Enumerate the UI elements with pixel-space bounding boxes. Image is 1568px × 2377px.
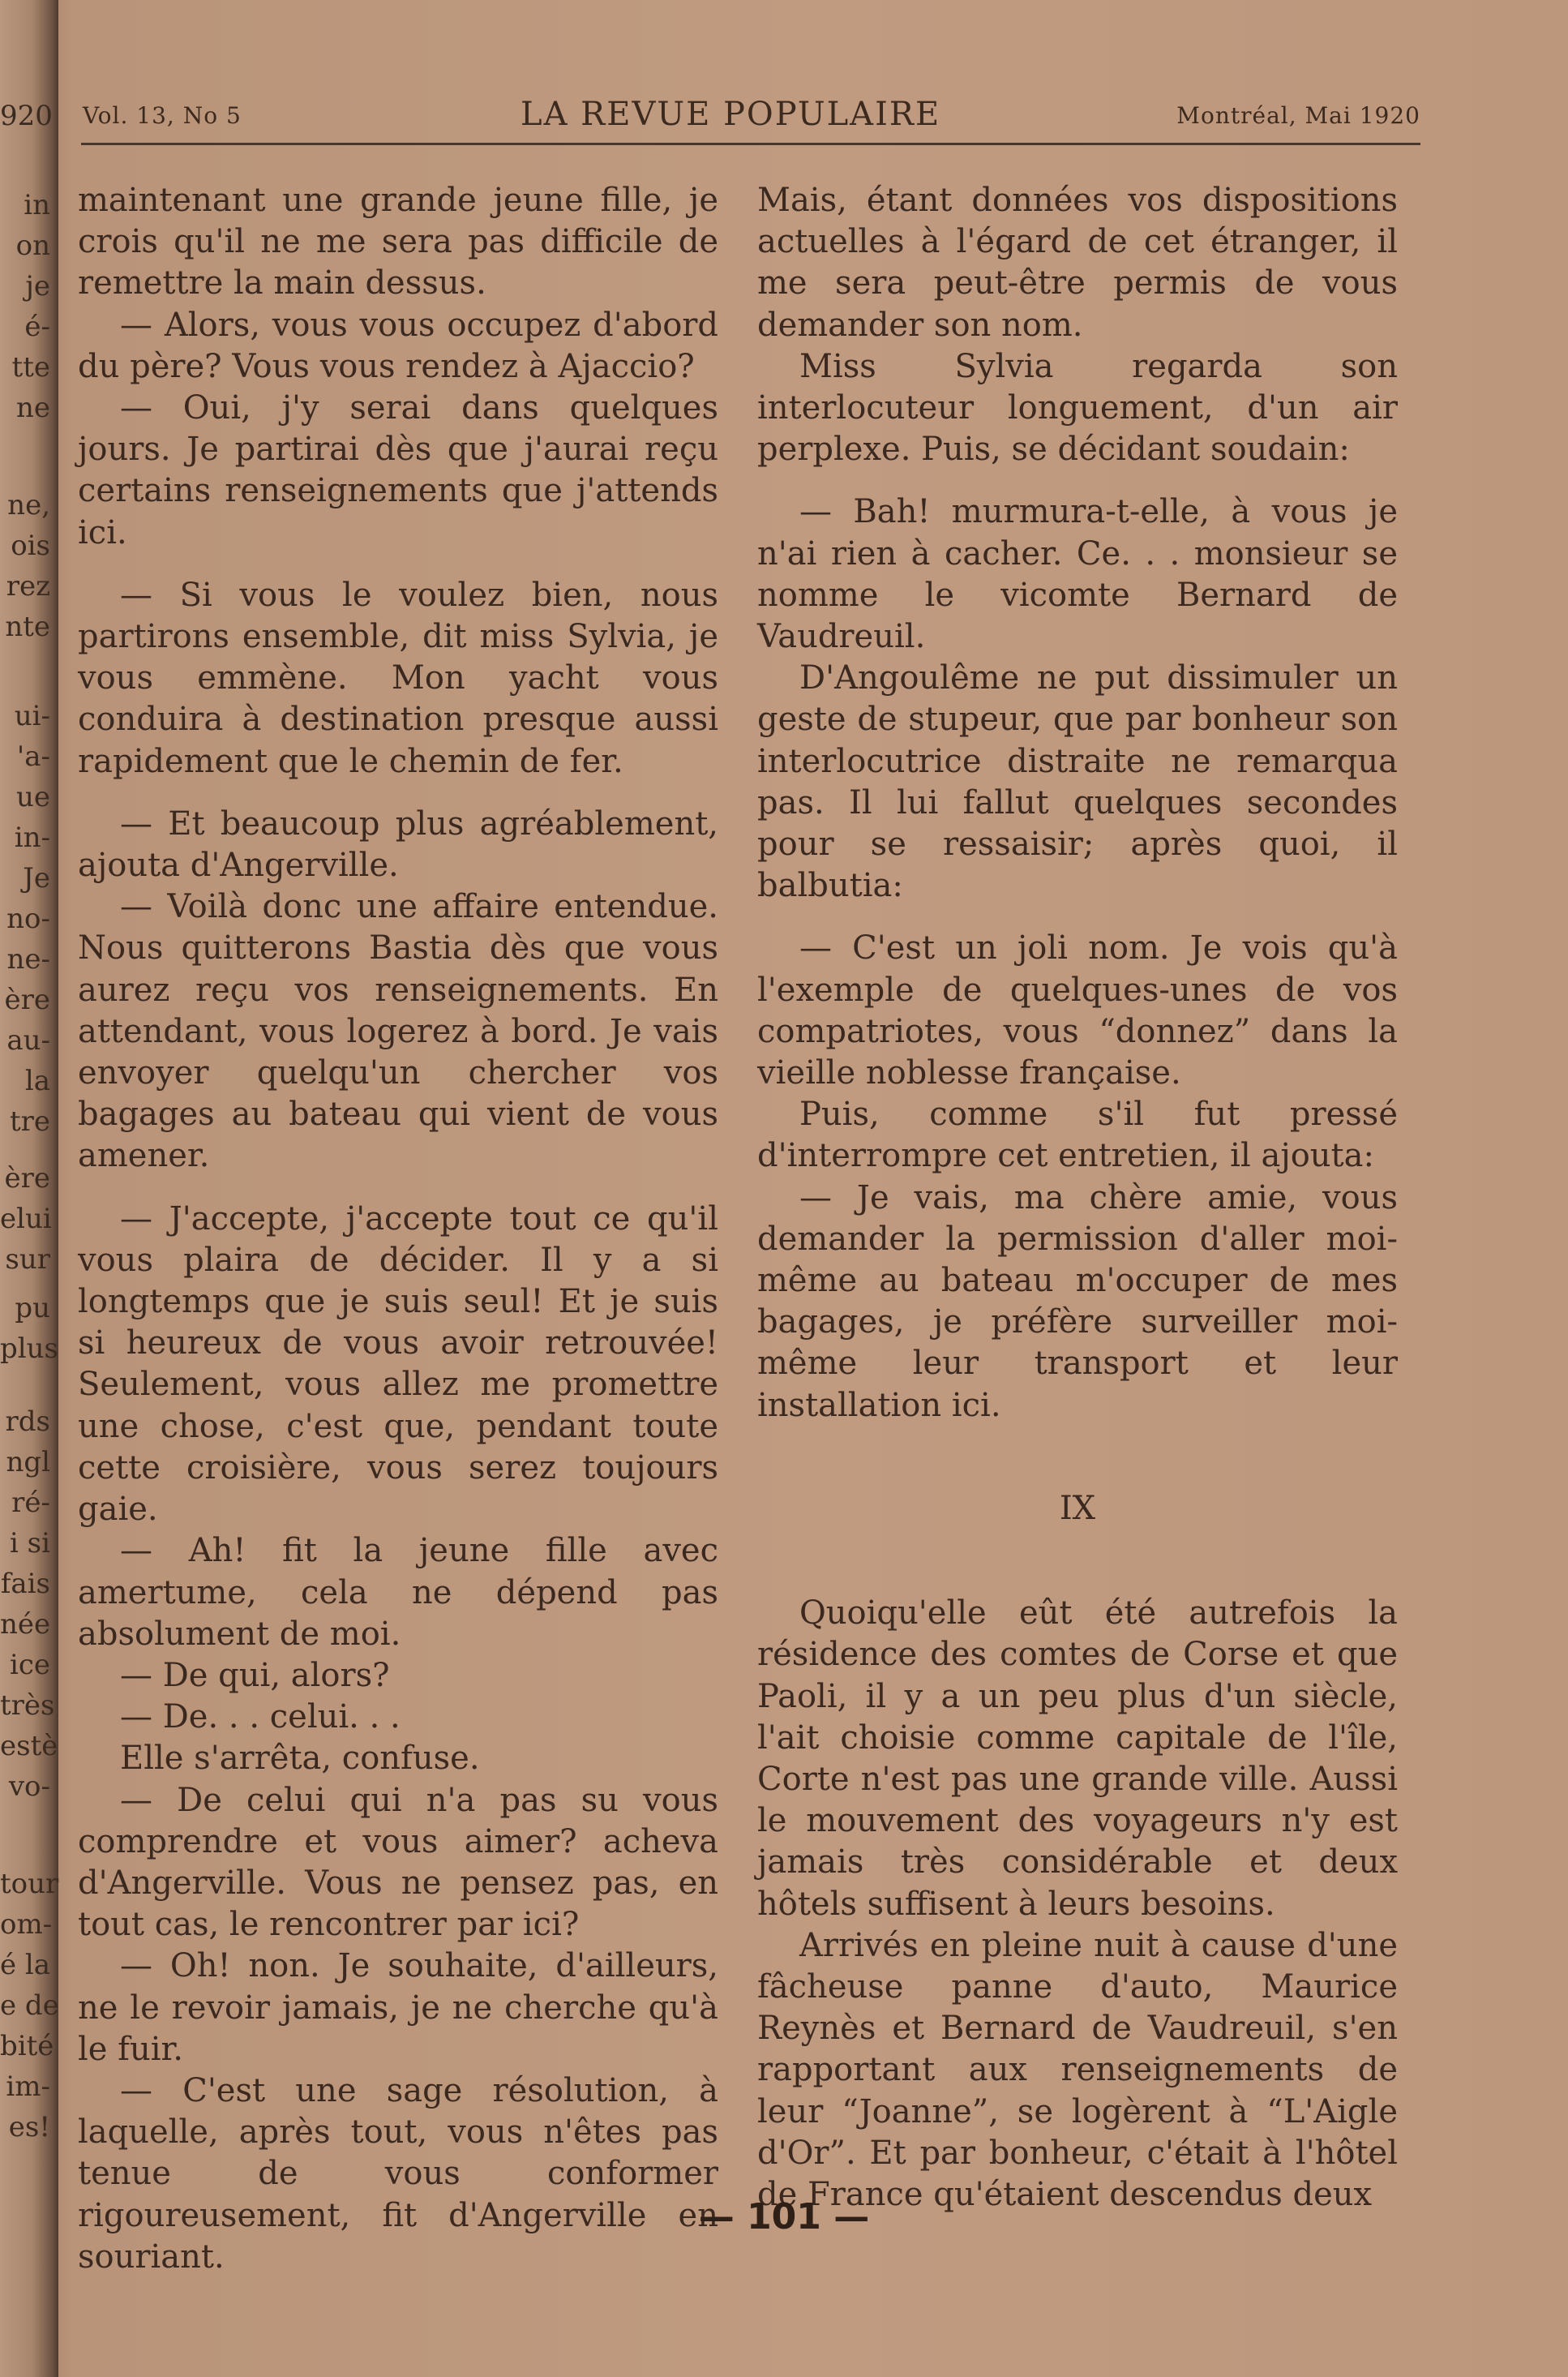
- gutter-fragment: on: [15, 230, 50, 262]
- gutter-fragment: estè: [0, 1730, 58, 1762]
- gutter-fragment: plus: [0, 1332, 58, 1365]
- gutter-fragment: é la: [0, 1949, 51, 1981]
- magazine-title: LA REVUE POPULAIRE: [521, 96, 941, 133]
- paragraph: D'Angoulême ne put dissimuler un geste de stupeur, que par bonheur son interlocutrice distraite ne remarqua pas. Il lui fallut quelques secondes pour se ressaisir; après quoi, il balbutia:: [757, 659, 1398, 905]
- paragraph: Quoiqu'elle eût été autrefois la résidence des comtes de Corse et que Paoli, il y a un peu plus d'un siècle, l'ait choisie comme capitale de l'île, Corte n'est pas une grande ville. Aussi le mouvement des voyageurs n'y est jamais très considérable et deux hôtels suffisent à leurs besoins.: [757, 1594, 1398, 1923]
- gutter-fragment: sur: [5, 1243, 50, 1276]
- gutter-fragment: ne: [15, 392, 50, 424]
- gutter-fragment: im-: [6, 2070, 50, 2103]
- gutter-fragment: ré-: [11, 1487, 50, 1519]
- gutter-fragment: 'a-: [16, 740, 50, 773]
- paragraph: — Voilà donc une affaire entendue. Nous quitterons Bastia dès que vous aurez reçu vos renseignements. En attendant, vous logerez à bord. Je vais envoyer quelqu'un chercher vos bagages au bateau qui vient de vous amener.: [78, 888, 718, 1175]
- gutter-fragment: é-: [24, 311, 50, 343]
- gutter-fragment: Je: [23, 862, 50, 895]
- header-rule: [81, 143, 1420, 145]
- page-number: — 101 —: [698, 2196, 870, 2238]
- gutter-fragment: ngl: [6, 1446, 50, 1478]
- paragraph: Puis, comme s'il fut pressé d'interrompre cet entretien, il ajouta:: [757, 1096, 1398, 1175]
- gutter-fragment: ois: [11, 530, 50, 562]
- gutter-fragment: ère: [4, 1162, 50, 1195]
- gutter-fragment: in-: [14, 822, 50, 854]
- gutter-fragment: no-: [6, 903, 50, 935]
- gutter-fragment: rez: [6, 570, 50, 603]
- paragraph: — De. . . celui. . .: [120, 1698, 401, 1736]
- running-header: [83, 96, 1420, 144]
- paragraph: — Ah! fit la jeune fille avec amertume, cela ne dépend pas absolument de moi.: [78, 1532, 718, 1653]
- left-column: [78, 180, 718, 2278]
- gutter-fragment: je: [25, 270, 50, 302]
- paragraph: — Si vous le voulez bien, nous partirons ensemble, dit miss Sylvia, je vous emmène. Mon yacht vous conduira à destination presque aussi rapidement que le chemin de fer.: [78, 576, 718, 780]
- paragraph: — Alors, vous vous occupez d'abord du père? Vous vous rendez à Ajaccio?: [78, 306, 718, 385]
- gutter-fragment: es!: [8, 2111, 50, 2143]
- paragraph: Miss Sylvia regarda son interlocuteur longuement, d'un air perplexe. Puis, se décidant soudain:: [757, 347, 1398, 469]
- gutter-fragment: tour: [0, 1868, 59, 1900]
- gutter-fragment: bité: [0, 2030, 54, 2062]
- gutter-fragment: 920: [0, 100, 53, 132]
- gutter-fragment: in: [24, 189, 50, 221]
- paragraph: — Et beaucoup plus agréablement, ajouta d'Angerville.: [78, 804, 718, 885]
- paragraph: — De qui, alors?: [120, 1656, 390, 1694]
- paragraph: — Oh! non. Je souhaite, d'ailleurs, ne le revoir jamais, je ne cherche qu'à le fuir.: [78, 1947, 718, 2068]
- paragraph: maintenant une grande jeune fille, je crois qu'il ne me sera pas difficile de remettre la main dessus.: [78, 182, 718, 302]
- right-column: [757, 180, 1398, 2216]
- gutter-fragment: née: [0, 1608, 51, 1641]
- gutter-fragment: rds: [5, 1405, 50, 1438]
- binding-gutter: [0, 0, 58, 2377]
- gutter-fragment: ui-: [14, 700, 50, 732]
- paragraph: — C'est une sage résolution, à laquelle, après tout, vous n'êtes pas tenue de vous conformer rigoureusement, fit d'Angerville en souriant.: [78, 2071, 718, 2276]
- gutter-fragment: fais: [0, 1568, 50, 1600]
- gutter-fragment: ue: [15, 781, 50, 813]
- paragraph: — Bah! murmura-t-elle, à vous je n'ai rien à cacher. Ce. . . monsieur se nomme le vicomte Bernard de Vaudreuil.: [757, 493, 1398, 656]
- paragraph: — C'est un joli nom. Je vois qu'à l'exemple de quelques-unes de vos compatriotes, vous “donnez” dans la vieille noblesse française.: [757, 929, 1398, 1092]
- gutter-fragment: om-: [0, 1908, 53, 1941]
- gutter-fragment: ne-: [6, 943, 50, 976]
- gutter-fragment: très: [0, 1689, 55, 1722]
- paragraph: — De celui qui n'a pas su vous comprendre et vous aimer? acheva d'Angerville. Vous ne pensez pas, en tout cas, le rencontrer par ici?: [78, 1781, 718, 1944]
- gutter-fragment: tre: [9, 1105, 50, 1138]
- paragraph: Elle s'arrêta, confuse.: [120, 1740, 480, 1778]
- gutter-fragment: la: [24, 1065, 50, 1097]
- gutter-fragment: vo-: [8, 1770, 50, 1803]
- gutter-fragment: i si: [9, 1527, 50, 1560]
- gutter-fragment: tte: [11, 351, 50, 384]
- gutter-fragment: au-: [6, 1024, 50, 1057]
- gutter-fragment: ne,: [7, 489, 50, 521]
- issue-date: Montréal, Mai 1920: [1176, 102, 1420, 129]
- paragraph: — Oui, j'y serai dans quelques jours. Je partirai dès que j'aurai reçu certains renseignements que j'attends ici.: [78, 389, 718, 551]
- paragraph: Mais, étant données vos dispositions actuelles à l'égard de cet étranger, il me sera peut-être permis de vous demander son nom.: [757, 182, 1398, 344]
- gutter-fragment: ice: [9, 1649, 50, 1681]
- gutter-fragment: nte: [5, 611, 50, 643]
- gutter-fragment: elui: [0, 1203, 52, 1235]
- paragraph: Arrivés en pleine nuit à cause d'une fâcheuse panne d'auto, Maurice Reynès et Bernard de Vaudreuil, s'en rapportant aux renseignements de leur “Joanne”, se logèrent à “L'Aigle d'Or”. Et par bonheur, c'était à l'hôtel de France qu'étaient descendus deux: [757, 1926, 1398, 2213]
- paragraph: — Je vais, ma chère amie, vous demander la permission d'aller moi-même au bateau m'occuper de mes bagages, je préfère surveiller moi-même leur transport et leur installation ici.: [757, 1178, 1398, 1424]
- gutter-fragment: e de: [0, 1989, 59, 2022]
- gutter-fragment: ère: [4, 984, 50, 1016]
- volume-issue: Vol. 13, No 5: [83, 102, 242, 129]
- paragraph: — J'accepte, j'accepte tout ce qu'il vous plaira de décider. Il y a si longtemps que je suis seul! Et je suis si heureux de vous avoir retrouvée! Seulement, vous allez me promettre une chose, c'est que, pendant toute cette croisière, vous serez toujours gaie.: [78, 1199, 718, 1529]
- gutter-fragment: pu: [15, 1292, 50, 1324]
- chapter-heading: IX: [1059, 1489, 1096, 1527]
